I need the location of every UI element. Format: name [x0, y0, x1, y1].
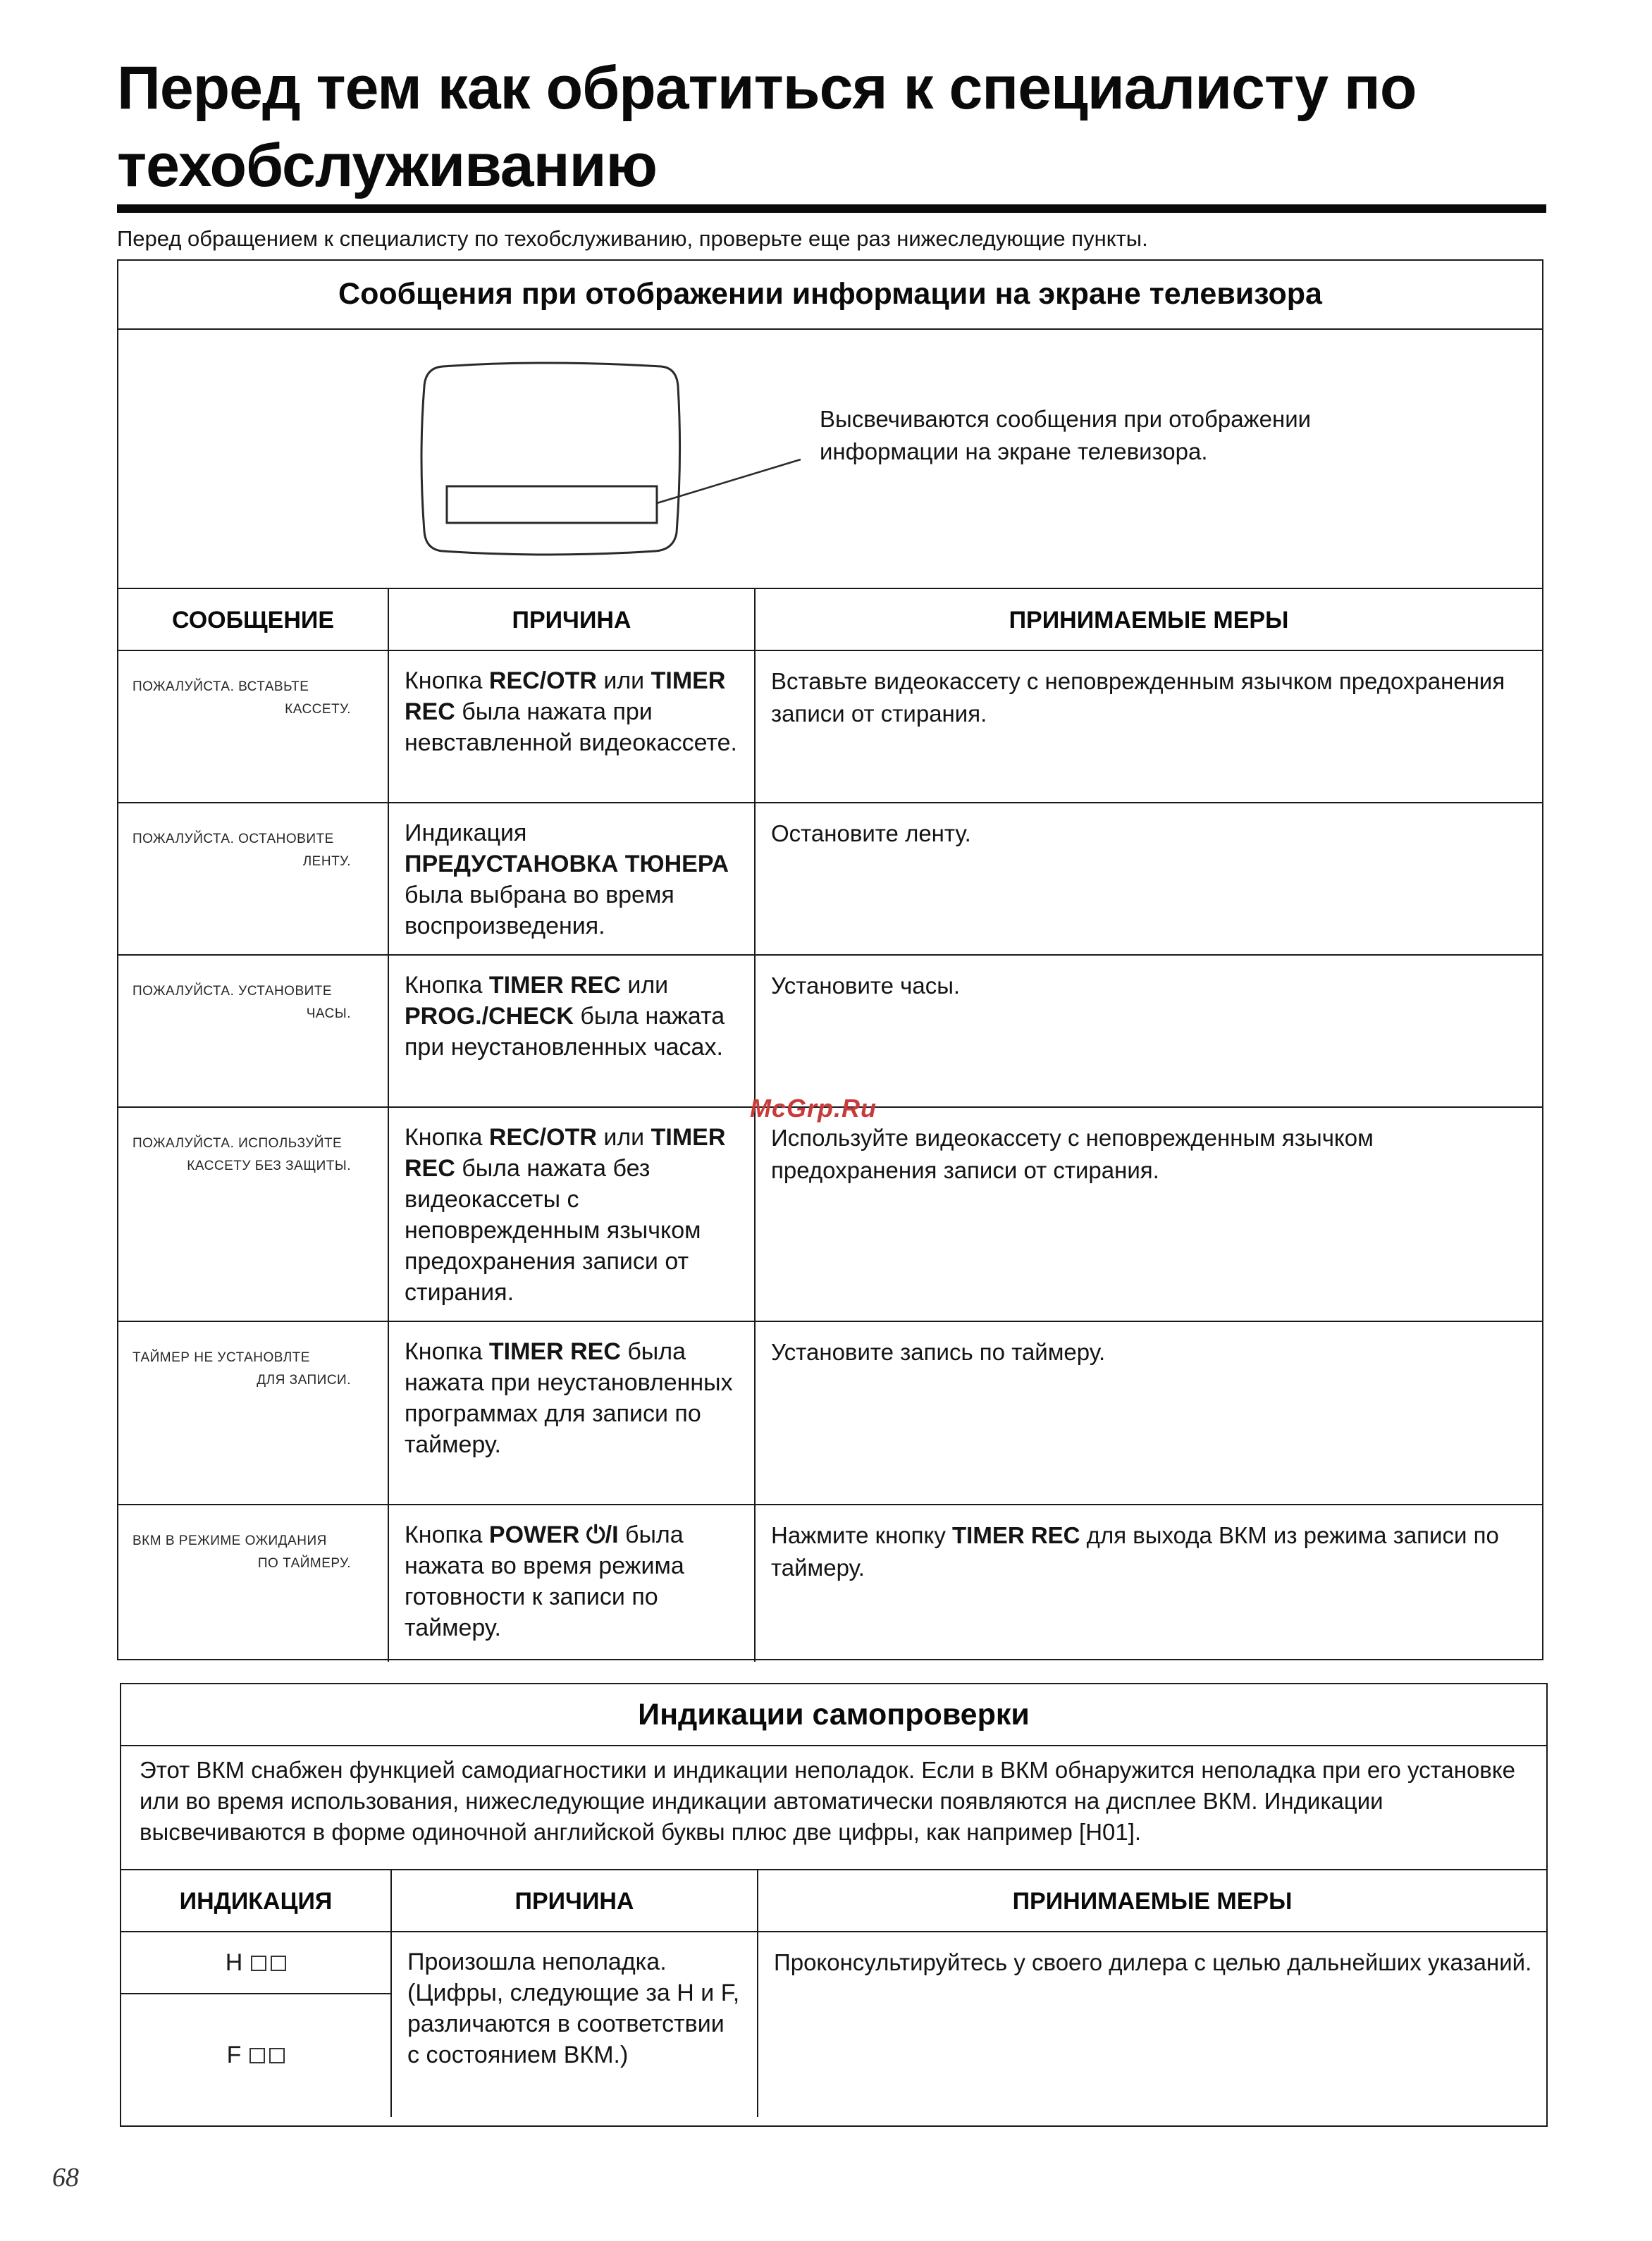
- tv-outline: [421, 363, 680, 555]
- page-number: 68: [52, 2163, 79, 2192]
- cause-cell: Кнопка TIMER REC была нажата при неустановленных программах для записи по таймеру.: [388, 1322, 754, 1504]
- tv-screen-illustration: [414, 358, 837, 569]
- cause-cell: Кнопка REC/OTR или TIMER REC была нажата без видеокассеты с неповрежденным язычком предохранения записи от стирания.: [388, 1108, 754, 1321]
- table-header-row: [121, 1869, 1546, 1932]
- tv-illustration-area: [118, 330, 1542, 588]
- tv-caption: Высвечиваются сообщения при отображении информации на экране телевизора.: [820, 406, 1312, 464]
- remedy-cell: Остановите ленту.: [754, 803, 1542, 954]
- cause-cell: Кнопка POWER ⏻/I была нажата во время режима готовности к записи по таймеру.: [388, 1505, 754, 1662]
- header-remedy: ПРИНИМАЕМЫЕ МЕРЫ: [754, 589, 1542, 650]
- page-title: Перед тем как обратиться к специалисту по техобслуживанию: [117, 54, 1417, 199]
- osd-messages-table: [118, 588, 1542, 1662]
- selfcheck-table: [121, 1869, 1546, 2117]
- watermark: McGrp.Ru: [750, 1094, 877, 1123]
- osd-messages-section: [117, 259, 1543, 1660]
- table-row: [121, 1932, 1546, 2117]
- table-header-row: [118, 588, 1542, 651]
- table-row: [118, 1322, 1542, 1505]
- osd-section-title: Сообщения при отображении информации на экране телевизора: [118, 261, 1542, 330]
- remedy-cell: Установите часы.: [754, 956, 1542, 1106]
- cause-cell: Произошла неполадка. (Цифры, следующие за H и F, различаются в соответствии с состоянием ВКМ.): [390, 1932, 757, 2117]
- cause-cell: Индикация ПРЕДУСТАНОВКА ТЮНЕРА была выбрана во время воспроизведения.: [388, 803, 754, 954]
- remedy-cell: Используйте видеокассету с неповрежденным язычком предохранения записи от стирания.: [754, 1108, 1542, 1321]
- selfcheck-section-title: Индикации самопроверки: [121, 1684, 1546, 1746]
- table-row: [118, 803, 1542, 956]
- table-row: [118, 651, 1542, 803]
- message-cell: ПОЖАЛУЙСТА. ВСТАВЬТЕ КАССЕТУ.: [132, 679, 351, 717]
- indication-h: H: [121, 1932, 390, 1994]
- intro-text: Перед обращением к специалисту по техобслуживанию, проверьте еще раз нижеследующие пункты.: [117, 226, 1148, 251]
- table-row: [118, 1505, 1542, 1662]
- table-row: [118, 1108, 1542, 1322]
- cause-cell: Кнопка TIMER REC или PROG./CHECK была нажата при неустановленных часах.: [388, 956, 754, 1106]
- remedy-cell: Установите запись по таймеру.: [754, 1322, 1542, 1504]
- cause-cell: Кнопка REC/OTR или TIMER REC была нажата при невставленной видеокассете.: [388, 651, 754, 802]
- remedy-cell: Вставьте видеокассету с неповрежденным язычком предохранения записи от стирания.: [754, 651, 1542, 802]
- header-indication: ИНДИКАЦИЯ: [179, 1888, 333, 1915]
- remedy-cell: Нажмите кнопку TIMER REC для выхода ВКМ из режима записи по таймеру.: [754, 1505, 1542, 1662]
- message-cell: ПОЖАЛУЙСТА. ИСПОЛЬЗУЙТЕ КАССЕТУ БЕЗ ЗАЩИТЫ.: [132, 1136, 351, 1173]
- header-cause: ПРИЧИНА: [388, 589, 754, 650]
- header-cause: ПРИЧИНА: [390, 1870, 757, 1931]
- message-cell: ВКМ В РЕЖИМЕ ОЖИДАНИЯ ПО ТАЙМЕРУ.: [132, 1533, 351, 1571]
- table-row: [118, 956, 1542, 1108]
- indication-f: F: [121, 1994, 390, 2116]
- self-check-section: [120, 1683, 1548, 2127]
- header-remedy: ПРИНИМАЕМЫЕ МЕРЫ: [757, 1870, 1546, 1931]
- tv-info-bar: [447, 486, 657, 523]
- message-cell: ТАЙМЕР НЕ УСТАНОВЛТЕ ДЛЯ ЗАПИСИ.: [132, 1350, 351, 1388]
- message-cell: ПОЖАЛУЙСТА. УСТАНОВИТЕ ЧАСЫ.: [132, 984, 351, 1021]
- selfcheck-description: Этот ВКМ снабжен функцией самодиагностики и индикации неполадок. Если в ВКМ обнаружится неполадка при его установке или во время использования, нижеследующие индикации автоматически появляются на дисплее ВКМ. Индикации высвечиваются в форме одиночной английской буквы плюс две цифры, как например [H01].: [140, 1757, 1515, 1845]
- title-rule: [117, 204, 1546, 213]
- message-cell: ПОЖАЛУЙСТА. ОСТАНОВИТЕ ЛЕНТУ.: [132, 832, 351, 869]
- remedy-cell: Проконсультируйтесь у своего дилера с целью дальнейших указаний.: [757, 1932, 1546, 2117]
- header-message: СООБЩЕНИЕ: [171, 607, 335, 634]
